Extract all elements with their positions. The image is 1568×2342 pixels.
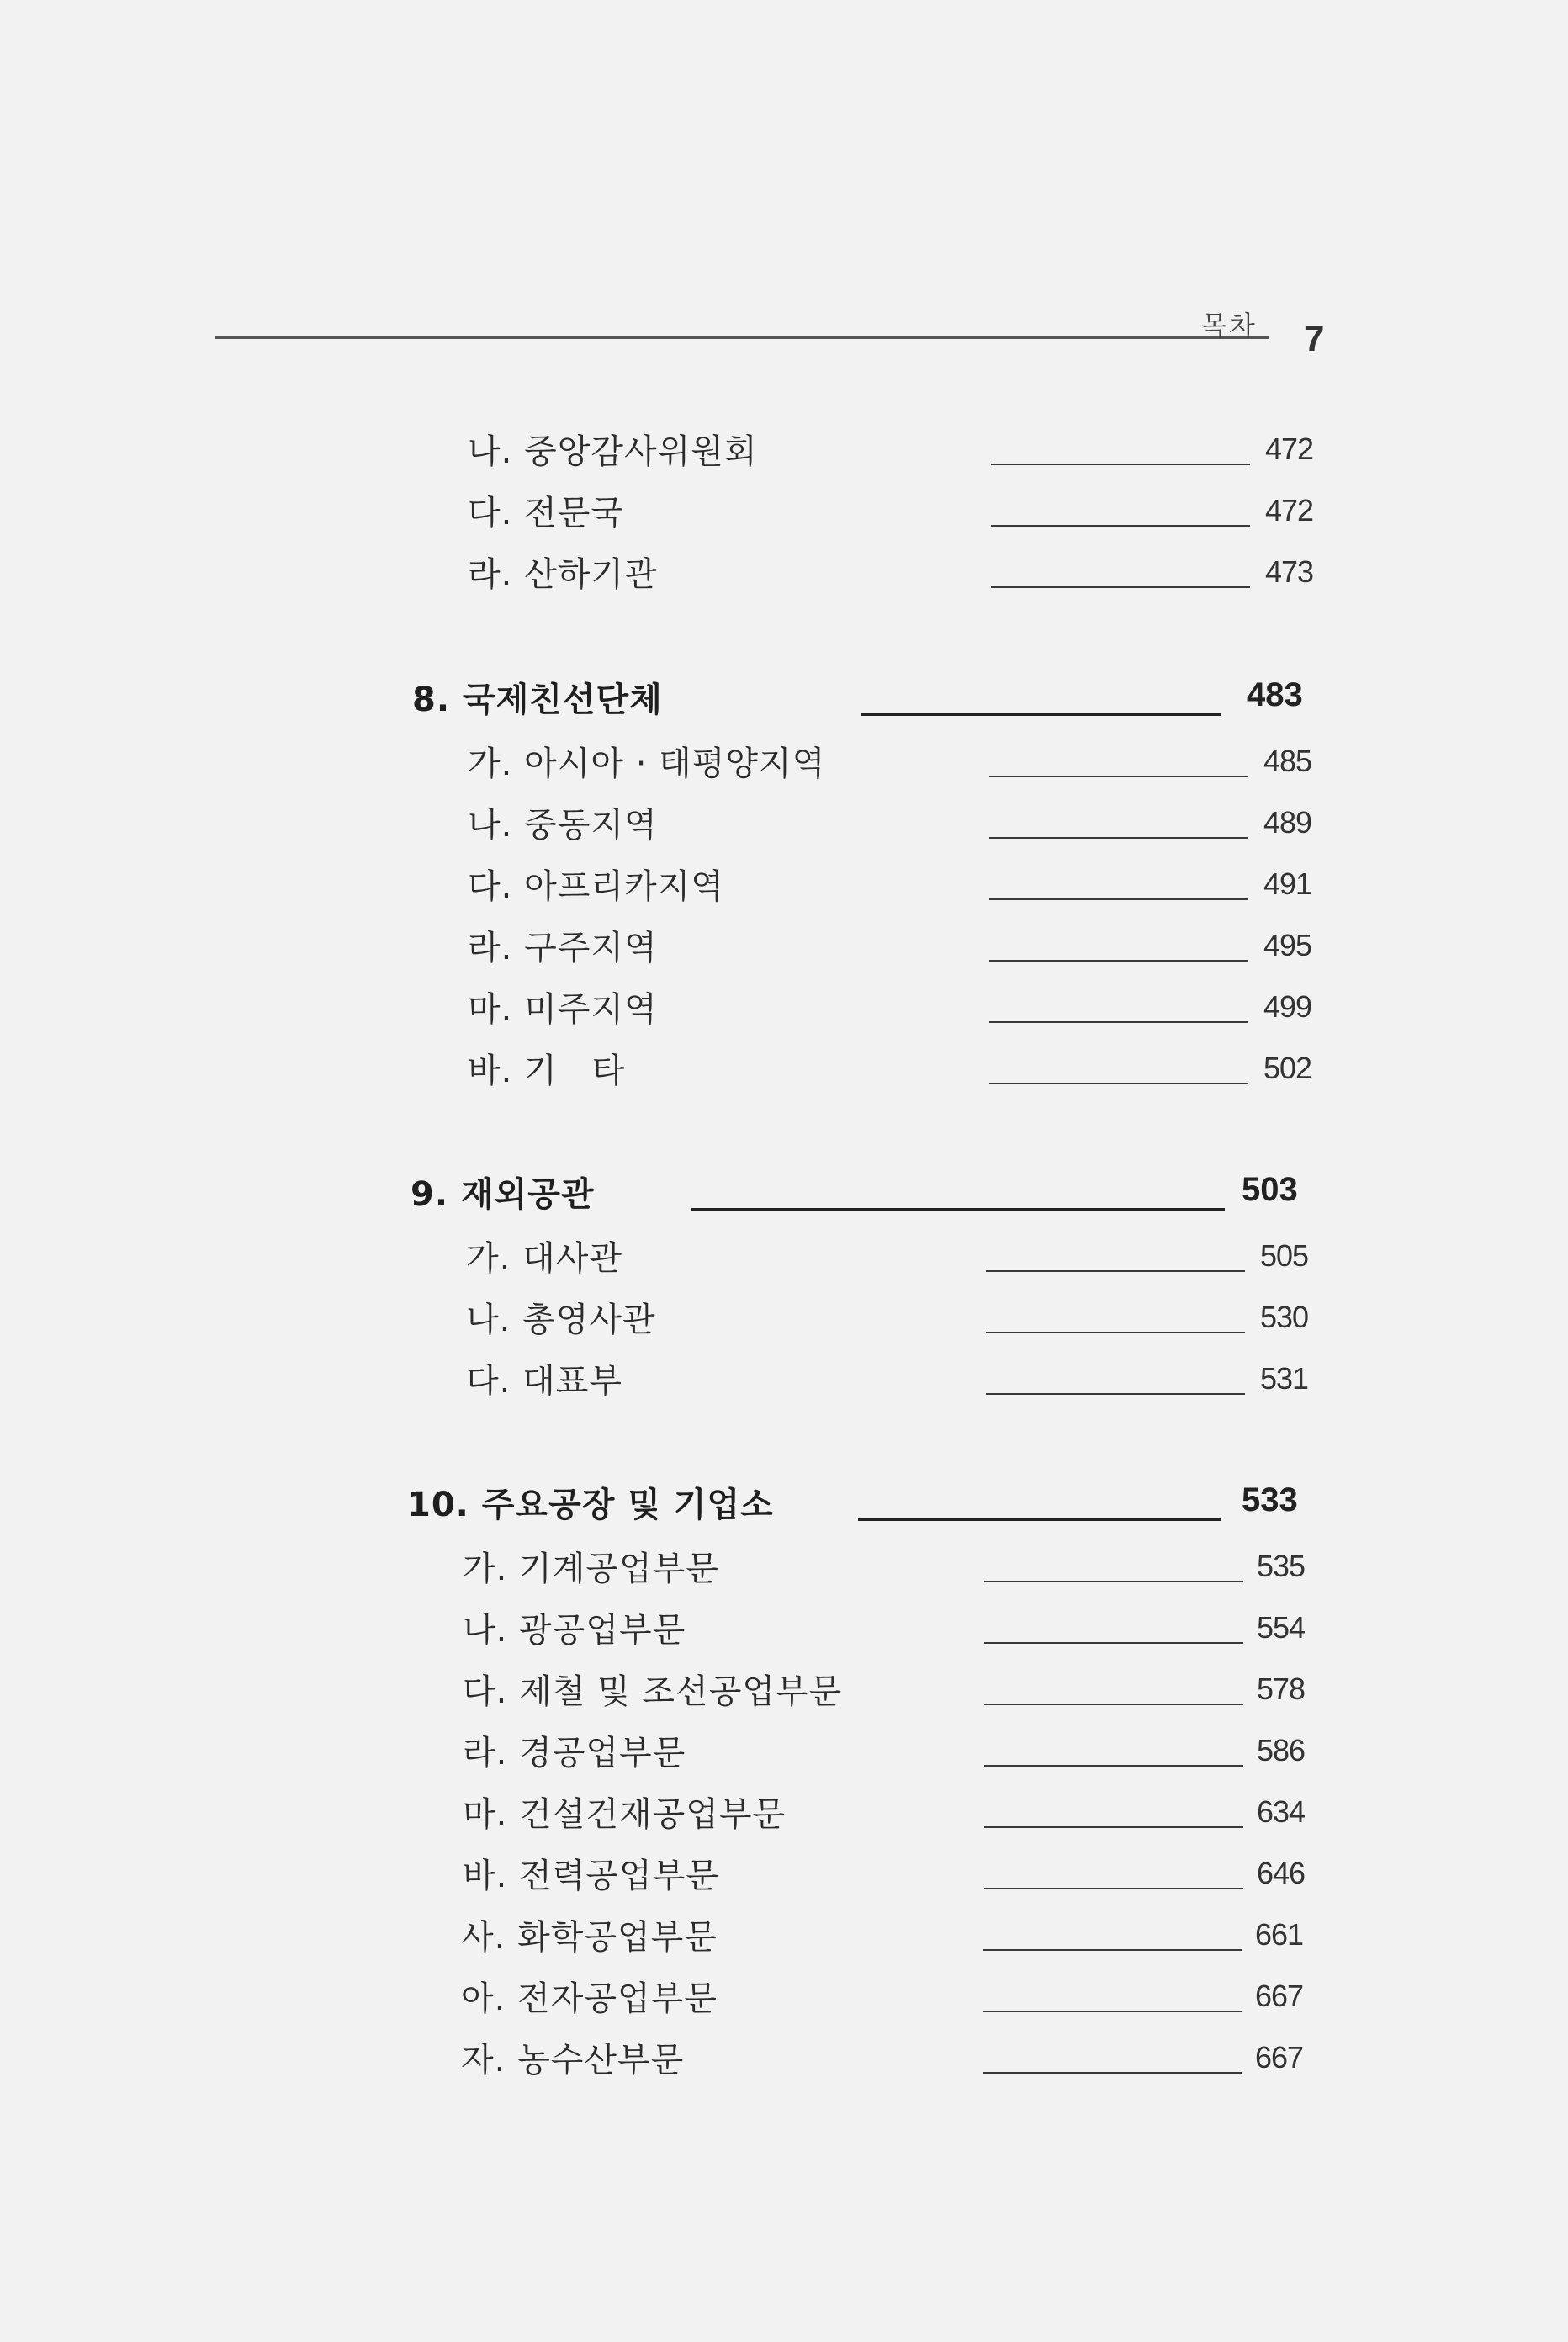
toc-leader — [984, 1642, 1243, 1644]
toc-section-page: 503 — [1242, 1171, 1298, 1208]
toc-entry-page: 535 — [1257, 1549, 1306, 1583]
toc-entry[interactable] — [468, 983, 1312, 1033]
toc-leader — [991, 525, 1250, 527]
header-rule — [215, 336, 1269, 339]
toc-section-page: 483 — [1247, 676, 1303, 713]
toc-entry-title: 자. 농수산부문 — [461, 2041, 685, 2080]
toc-entry-page: 667 — [1255, 2040, 1304, 2074]
toc-leader — [986, 1393, 1245, 1395]
toc-leader — [691, 1208, 1225, 1211]
toc-entry-page: 505 — [1260, 1238, 1309, 1273]
toc-leader — [989, 776, 1248, 777]
toc-leader — [989, 960, 1248, 962]
toc-leader — [984, 1704, 1243, 1705]
toc-entry-page: 667 — [1255, 1979, 1304, 2013]
header-page-number: 7 — [1304, 318, 1325, 359]
toc-entry-title: 라. 구주지역 — [468, 929, 658, 967]
toc-leader — [983, 2011, 1242, 2012]
toc-leader — [983, 1949, 1242, 1951]
toc-section-title: 8. 국제친선단체 — [412, 681, 663, 719]
toc-entry-page: 502 — [1263, 1051, 1312, 1085]
toc-section-10[interactable] — [407, 1478, 1311, 1529]
toc-entry-title: 바. 전력공업부문 — [463, 1857, 719, 1895]
toc-entry-title: 다. 제철 및 조선공업부문 — [463, 1672, 843, 1711]
toc-section-page: 533 — [1242, 1481, 1298, 1518]
toc-entry[interactable] — [461, 2033, 1306, 2084]
toc-leader — [991, 586, 1250, 588]
toc-leader — [984, 1765, 1243, 1767]
toc-entry-title: 바. 기 타 — [468, 1052, 626, 1090]
toc-entry-page: 586 — [1257, 1733, 1306, 1767]
toc-entry-page: 473 — [1265, 554, 1314, 589]
toc-entry[interactable] — [463, 1542, 1307, 1592]
toc-section-8[interactable] — [412, 673, 1312, 723]
toc-section-9[interactable] — [411, 1168, 1311, 1218]
toc-leader — [858, 1518, 1221, 1521]
toc-entry[interactable] — [463, 1849, 1307, 1900]
toc-entry-page: 472 — [1265, 493, 1314, 527]
toc-entry[interactable] — [463, 1788, 1307, 1838]
toc-entry-title: 다. 전문국 — [468, 494, 624, 533]
toc-entry-page: 578 — [1257, 1672, 1306, 1706]
toc-entry[interactable] — [468, 1044, 1312, 1094]
toc-entry-page: 495 — [1263, 928, 1312, 962]
toc-entry[interactable] — [463, 1665, 1307, 1715]
toc-entry[interactable] — [463, 1603, 1307, 1654]
toc-entry-page: 530 — [1260, 1300, 1309, 1334]
toc-leader — [986, 1332, 1245, 1333]
toc-leader — [989, 898, 1248, 900]
toc-entry-title: 다. 아프리카지역 — [468, 867, 724, 906]
toc-entry-page: 485 — [1263, 744, 1312, 778]
toc-entry-page: 489 — [1263, 805, 1312, 840]
toc-entry-page: 634 — [1257, 1794, 1306, 1829]
toc-entry[interactable] — [468, 486, 1314, 537]
toc-entry[interactable] — [468, 798, 1312, 849]
toc-entry-title: 라. 산하기관 — [468, 555, 658, 594]
toc-entry[interactable] — [466, 1232, 1311, 1282]
toc-leader — [991, 464, 1250, 465]
toc-entry-title: 아. 전자공업부문 — [461, 1979, 718, 2018]
toc-entry-title: 사. 화학공업부문 — [461, 1918, 718, 1957]
toc-entry[interactable] — [468, 921, 1312, 972]
toc-leader — [861, 713, 1221, 716]
toc-section-title: 10. 주요공장 및 기업소 — [407, 1486, 774, 1524]
toc-entry-title: 마. 건설건재공업부문 — [463, 1795, 787, 1834]
toc-entry-title: 나. 중앙감사위원회 — [468, 432, 758, 471]
toc-entry-title: 나. 총영사관 — [466, 1301, 656, 1339]
toc-entry[interactable] — [463, 1726, 1307, 1777]
toc-entry-title: 나. 광공업부문 — [463, 1611, 686, 1650]
toc-leader — [984, 1888, 1243, 1889]
toc-entry[interactable] — [466, 1354, 1311, 1405]
toc-entry-page: 661 — [1255, 1917, 1304, 1952]
toc-entry-title: 가. 아시아 · 태평양지역 — [468, 744, 826, 783]
toc-entry[interactable] — [466, 1293, 1311, 1343]
header-label: 목차 — [1201, 310, 1257, 342]
toc-leader — [986, 1270, 1245, 1272]
toc-entry-title: 라. 경공업부문 — [463, 1734, 686, 1772]
toc-entry[interactable] — [461, 1972, 1306, 2022]
toc-entry-page: 554 — [1257, 1610, 1306, 1645]
toc-entry[interactable] — [468, 860, 1312, 910]
toc-entry[interactable] — [461, 1910, 1306, 1961]
toc-entry-page: 646 — [1257, 1856, 1306, 1890]
toc-entry[interactable] — [468, 425, 1314, 475]
toc-leader — [989, 1083, 1248, 1084]
toc-section-title: 9. 재외공관 — [411, 1175, 595, 1214]
toc-entry-title: 마. 미주지역 — [468, 990, 658, 1029]
toc-entry[interactable] — [468, 737, 1312, 787]
toc-leader — [984, 1826, 1243, 1828]
toc-entry-title: 다. 대표부 — [466, 1362, 622, 1401]
toc-leader — [989, 837, 1248, 839]
toc-leader — [989, 1021, 1248, 1023]
toc-entry-page: 472 — [1265, 432, 1314, 466]
toc-entry-title: 가. 대사관 — [466, 1239, 622, 1278]
toc-leader — [984, 1581, 1243, 1582]
toc-entry-title: 가. 기계공업부문 — [463, 1550, 719, 1588]
toc-entry-page: 491 — [1263, 866, 1312, 901]
toc-leader — [983, 2072, 1242, 2074]
toc-entry-page: 499 — [1263, 989, 1312, 1024]
toc-entry[interactable] — [468, 548, 1314, 598]
toc-entry-title: 나. 중동지역 — [468, 806, 658, 845]
toc-entry-page: 531 — [1260, 1361, 1309, 1396]
